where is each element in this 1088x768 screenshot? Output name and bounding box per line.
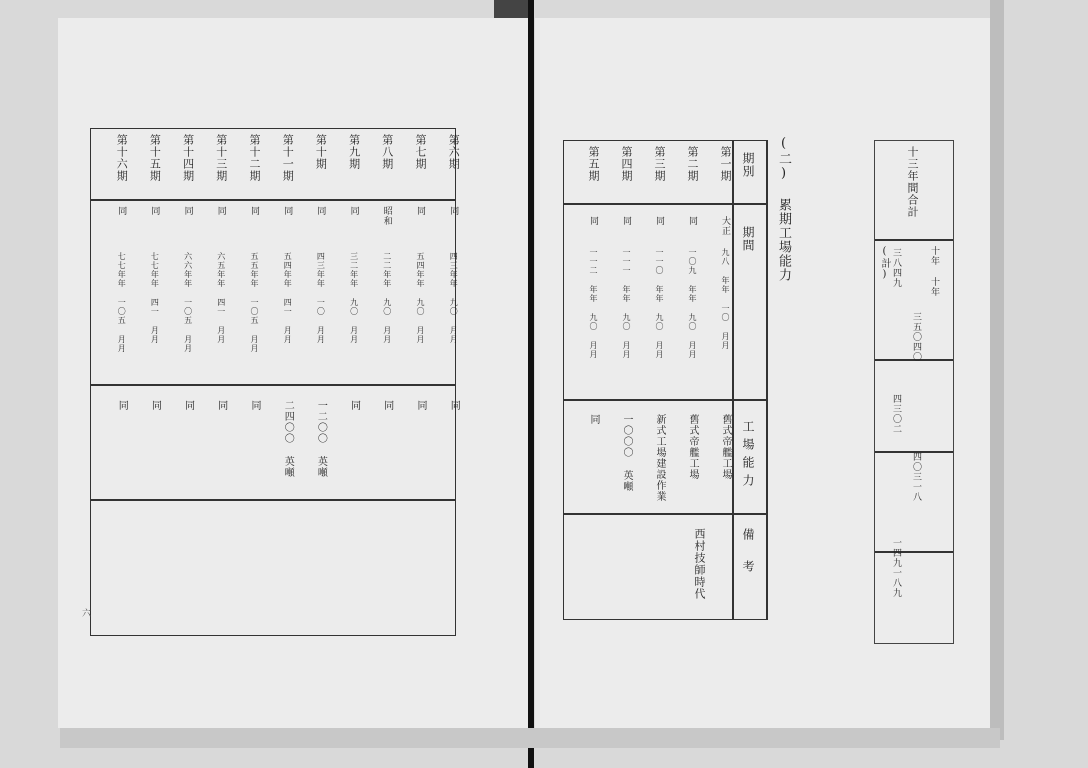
left-start-cell: 同 — [448, 206, 459, 216]
left-start-cell: 同 — [215, 206, 226, 216]
remark-text: 西村技師時代 — [693, 528, 706, 600]
summary-row: 一四九一八九 — [891, 538, 901, 598]
col-label-ability: 工場能力 — [741, 420, 755, 492]
left-ability-cell: 同 — [448, 400, 460, 411]
summary-col1: 十年 十年 — [929, 246, 939, 297]
right-start-cell: 同 — [687, 216, 697, 226]
left-start-cell: 同 — [116, 206, 127, 216]
left-period-header: 第十三期 — [214, 134, 228, 182]
left-period-header: 第六期 — [447, 134, 461, 170]
left-ability-cell: 同 — [215, 400, 227, 411]
left-period-header: 第十四期 — [181, 134, 195, 182]
left-date-cell: 七七年年 一〇五 月月 — [117, 252, 127, 353]
left-date-cell: 三二年年 九〇 月月 — [349, 252, 359, 344]
left-ability-cell: 同 — [116, 400, 128, 411]
page-edge-right — [990, 0, 1004, 740]
left-ability-cell: 一二〇〇 英噸 — [315, 400, 327, 478]
summary-divider-1 — [875, 239, 953, 241]
left-start-cell: 同 — [182, 206, 193, 216]
left-start-cell: 同 — [315, 206, 326, 216]
right-period-header: 第二期 — [686, 146, 699, 182]
left-ability-cell: 同 — [149, 400, 161, 411]
left-ability-cell: 同 — [182, 400, 194, 411]
right-period-header: 第五期 — [587, 146, 600, 182]
header-divider — [91, 199, 455, 201]
r-label-separator — [732, 140, 734, 620]
summary-row: 三八四九 — [891, 248, 901, 288]
left-period-header: 第十期 — [314, 134, 328, 170]
summary-divider-4 — [875, 551, 953, 553]
left-period-header: 第十六期 — [115, 134, 129, 182]
summary-total-label: (計) — [879, 246, 890, 281]
right-start-cell: 大正 — [720, 216, 730, 236]
left-date-cell: 五五年年 一〇五 月月 — [249, 252, 259, 353]
ability-divider — [91, 499, 455, 501]
left-start-cell: 同 — [414, 206, 425, 216]
right-ability-cell: 一〇〇〇 英噸 — [621, 414, 632, 492]
summary-row: 三五〇四〇 — [911, 312, 921, 362]
right-ability-cell: 舊式帝艦工場 — [687, 414, 698, 480]
right-date-cell: 一〇九 年年 九〇 月月 — [688, 248, 697, 359]
right-date-cell: 一一一 年年 九〇 月月 — [622, 248, 631, 359]
left-period-header: 第九期 — [347, 134, 361, 170]
page-edge-bottom — [60, 728, 1000, 748]
left-date-cell: 四三年年 一〇 月月 — [316, 252, 326, 344]
left-date-cell: 二二年年 九〇 月月 — [382, 252, 392, 344]
left-ability-cell: 同 — [414, 400, 426, 411]
right-period-header: 第四期 — [620, 146, 633, 182]
right-date-cell: 九八 年年 一〇 月月 — [721, 248, 730, 350]
section-heading: (二) 累期工場能力 — [776, 136, 791, 282]
book-spine — [528, 0, 534, 768]
left-date-cell: 四三年年 九〇 月月 — [449, 252, 459, 344]
right-date-cell: 一一二 年年 九〇 月月 — [589, 248, 598, 359]
left-date-cell: 六六年年 一〇五 月月 — [183, 252, 193, 353]
left-start-cell: 同 — [248, 206, 259, 216]
page-number: 六 — [82, 609, 92, 619]
left-start-cell: 同 — [282, 206, 293, 216]
right-start-cell: 同 — [621, 216, 631, 226]
left-date-cell: 五四年年 九〇 月月 — [415, 252, 425, 344]
summary-row: 四三〇二 — [891, 394, 901, 434]
left-start-cell: 同 — [149, 206, 160, 216]
col-label-range: 期間 — [741, 226, 755, 252]
left-ability-cell: 同 — [348, 400, 360, 411]
col-label-remarks: 備考 — [741, 528, 755, 592]
right-start-cell: 同 — [588, 216, 598, 226]
left-start-cell: 昭和 — [381, 206, 392, 226]
dates-divider — [91, 384, 455, 386]
right-period-header: 第一期 — [719, 146, 732, 182]
left-ability-cell: 二四〇〇 英噸 — [282, 400, 294, 478]
summary-row: 四〇三一八 — [911, 452, 921, 502]
left-date-cell: 七七年年 四一 月月 — [150, 252, 160, 344]
col-label-period: 期別 — [741, 152, 755, 178]
left-ability-cell: 同 — [381, 400, 393, 411]
left-ability-cell: 同 — [248, 400, 260, 411]
right-ability-cell: 新式工場建設作業 — [654, 414, 665, 502]
left-period-header: 第十二期 — [247, 134, 261, 182]
right-ability-cell: 舊式帝艦工場 — [720, 414, 731, 480]
left-date-cell: 五四年年 四一 月月 — [283, 252, 293, 344]
left-period-table — [90, 128, 456, 636]
left-period-header: 第十一期 — [281, 134, 295, 182]
right-ability-cell: 同 — [588, 414, 599, 425]
left-period-header: 第八期 — [380, 134, 394, 170]
summary-title: 十三年間合計 — [906, 146, 919, 218]
left-period-header: 第十五期 — [148, 134, 162, 182]
right-date-cell: 一一〇 年年 九〇 月月 — [655, 248, 664, 359]
right-period-header: 第三期 — [653, 146, 666, 182]
left-start-cell: 同 — [348, 206, 359, 216]
left-period-header: 第七期 — [413, 134, 427, 170]
left-date-cell: 六五年年 四一 月月 — [216, 252, 226, 344]
right-start-cell: 同 — [654, 216, 664, 226]
